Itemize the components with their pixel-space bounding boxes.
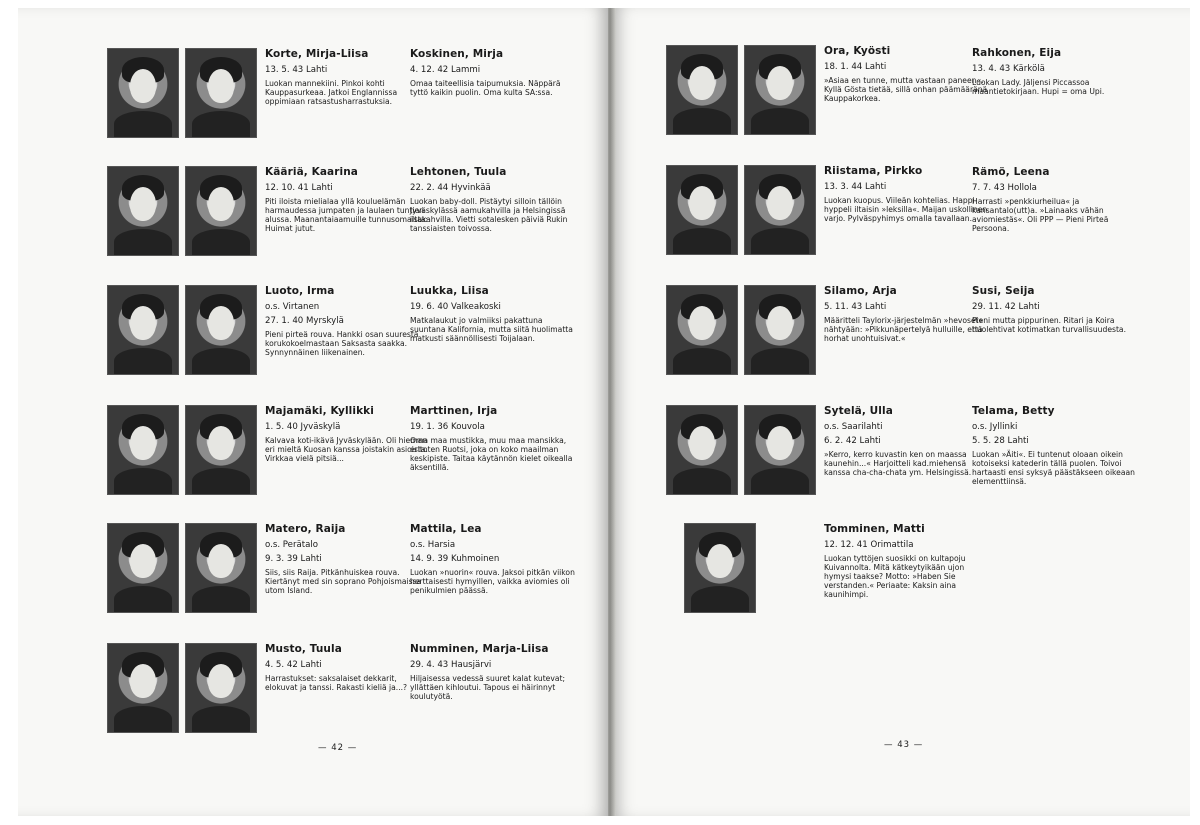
student-description: Luokan Lady. Jäljensi Piccassoa maantietokirjaan. Hupi = oma Upi. bbox=[972, 78, 1105, 96]
birth-info: 7. 7. 43 Hollola bbox=[972, 183, 1037, 193]
student-description: Harrasti »penkkiurheilua« ja kansantalo(utt)a. »Lainaaks vähän aviomiestäs«. Oli PPP — Pieni Pirteä Persoona. bbox=[972, 197, 1109, 233]
maiden-name: o.s. Jyllinki bbox=[972, 422, 1018, 432]
portrait-photo bbox=[666, 165, 738, 255]
entry-korte bbox=[107, 48, 437, 148]
birth-info: 19. 1. 36 Kouvola bbox=[410, 422, 485, 432]
entry-numminen bbox=[410, 643, 575, 701]
portrait-photo bbox=[666, 405, 738, 495]
birth-info: 5. 11. 43 Lahti bbox=[824, 302, 887, 312]
student-name: Rahkonen, Eija bbox=[972, 47, 1062, 59]
portrait-photo bbox=[744, 165, 816, 255]
maiden-name: o.s. Perätalo bbox=[265, 540, 319, 550]
portrait-photo bbox=[107, 405, 179, 495]
student-description: Luokan »nuorin« rouva. Jaksoi pitkän viikon herttaisesti hymyillen, vaikka aviomies oli penikulmien päässä. bbox=[410, 568, 575, 595]
portrait-photo bbox=[107, 643, 179, 733]
portrait-photo bbox=[185, 285, 257, 375]
student-name: Matero, Raija bbox=[265, 523, 346, 535]
entry-susi bbox=[972, 285, 1142, 334]
birth-info: 27. 1. 40 Myrskylä bbox=[265, 316, 344, 326]
entry-rahkonen bbox=[972, 47, 1142, 96]
birth-info: 12. 10. 41 Lahti bbox=[265, 183, 333, 193]
portrait-photo bbox=[666, 285, 738, 375]
student-description: Luokan »Äiti«. Ei tuntenut oloaan oikein kotoiseksi katederin tällä puolen. Toivoi hartaasti ensi syksyä päästäkseen oikeaan elementtiinsä. bbox=[972, 450, 1135, 486]
student-description: »Asiaa en tunne, mutta vastaan paneen«. Kyllä Gösta tietää, sillä onhan päämääränä Kauppakorkea. bbox=[824, 76, 988, 103]
student-name: Luukka, Liisa bbox=[410, 285, 489, 297]
student-name: Silamo, Arja bbox=[824, 285, 897, 297]
birth-info: 9. 3. 39 Lahti bbox=[265, 554, 322, 564]
student-name: Numminen, Marja-Liisa bbox=[410, 643, 549, 655]
student-name: Tomminen, Matti bbox=[824, 523, 925, 535]
portrait-photo bbox=[185, 643, 257, 733]
maiden-name: o.s. Virtanen bbox=[265, 302, 320, 312]
birth-info: 4. 12. 42 Lammi bbox=[410, 65, 481, 75]
entry-tomminen bbox=[666, 523, 996, 623]
student-description: Luokan baby-doll. Pistäytyi silloin tällöin Jyväskylässä aamukahvilla ja Helsingissä iltakahvilla. Vietti sotalesken päiviä Rukin tanssiaisten toivossa. bbox=[410, 197, 568, 233]
entry-silamo bbox=[666, 285, 996, 385]
portrait-photo bbox=[684, 523, 756, 613]
portrait-photo bbox=[185, 48, 257, 138]
student-description: Kalvava koti-ikävä Jyväskylään. Oli hieman eri mieltä Kuosan kanssa joistakin asioista. Virkkaa vielä pitsiä... bbox=[265, 436, 428, 463]
student-name: Sytelä, Ulla bbox=[824, 405, 893, 417]
entry-sytela bbox=[666, 405, 996, 505]
birth-info: 13. 3. 44 Lahti bbox=[824, 182, 887, 192]
entry-marttinen bbox=[410, 405, 575, 472]
student-name: Susi, Seija bbox=[972, 285, 1035, 297]
birth-info: 13. 5. 43 Lahti bbox=[265, 65, 328, 75]
page-number: — 42 — bbox=[318, 743, 358, 753]
student-name: Ora, Kyösti bbox=[824, 45, 891, 57]
birth-info: 18. 1. 44 Lahti bbox=[824, 62, 887, 72]
student-name: Lehtonen, Tuula bbox=[410, 166, 507, 178]
student-description: Luokan kuopus. Viileän kohtelias. Happi-hyppeli iltaisin »leksilla«. Maijan uskollinen varjo. Pylväspyhimys omalla tavallaan. bbox=[824, 196, 988, 223]
student-name: Mattila, Lea bbox=[410, 523, 482, 535]
portrait-photo bbox=[185, 405, 257, 495]
student-name: Luoto, Irma bbox=[265, 285, 335, 297]
entry-riistama bbox=[666, 165, 996, 265]
student-description: »Kerro, kerro kuvastin ken on maassa kaunehin...« Harjoitteli kad.miehensä kanssa cha-cha-chata ym. Helsingissä. bbox=[824, 450, 972, 477]
entry-ora bbox=[666, 45, 996, 145]
portrait-photo bbox=[107, 285, 179, 375]
portrait-photo bbox=[744, 285, 816, 375]
maiden-name: o.s. Saarilahti bbox=[824, 422, 883, 432]
student-name: Koskinen, Mirja bbox=[410, 48, 504, 60]
student-description: Pieni mutta pippurinen. Ritari ja Koira huolehtivat kotimatkan turvallisuudesta. bbox=[972, 316, 1126, 334]
birth-info: 6. 2. 42 Lahti bbox=[824, 436, 881, 446]
birth-info: 14. 9. 39 Kuhmoinen bbox=[410, 554, 500, 564]
student-description: Luokan mannekiini. Pinkoi kohti Kauppasurkeaa. Jatkoi Englannissa oppimiaan ratsastusharrastuksia. bbox=[265, 79, 398, 106]
student-name: Majamäki, Kyllikki bbox=[265, 405, 374, 417]
birth-info: 12. 12. 41 Orimattila bbox=[824, 540, 914, 550]
entry-koskinen bbox=[410, 48, 575, 97]
birth-info: 13. 4. 43 Kärkölä bbox=[972, 64, 1045, 74]
portrait-photo bbox=[185, 523, 257, 613]
entry-matero bbox=[107, 523, 437, 623]
birth-info: 1. 5. 40 Jyväskylä bbox=[265, 422, 341, 432]
student-description: Harrastukset: saksalaiset dekkarit, elokuvat ja tanssi. Rakasti kieliä ja...? bbox=[265, 674, 408, 692]
portrait-photo bbox=[744, 45, 816, 135]
birth-info: 22. 2. 44 Hyvinkää bbox=[410, 183, 491, 193]
student-name: Kääriä, Kaarina bbox=[265, 166, 358, 178]
portrait-photo bbox=[107, 523, 179, 613]
entry-majamaki bbox=[107, 405, 437, 505]
student-description: Omaa taiteellisia taipumuksia. Näppärä tyttö kaikin puolin. Oma kulta SA:ssa. bbox=[410, 79, 561, 97]
student-description: Hiljaisessa vedessä suuret kalat kutevat; yllättäen kihloutui. Tapous ei häirinnyt koulutyötä. bbox=[410, 674, 566, 701]
entry-luukka bbox=[410, 285, 575, 343]
maiden-name: o.s. Harsia bbox=[410, 540, 456, 550]
portrait-photo bbox=[107, 48, 179, 138]
birth-info: 19. 6. 40 Valkeakoski bbox=[410, 302, 501, 312]
birth-info: 29. 4. 43 Hausjärvi bbox=[410, 660, 492, 670]
entry-kaaria bbox=[107, 166, 437, 266]
portrait-photo bbox=[107, 166, 179, 256]
page-number: — 43 — bbox=[884, 740, 924, 750]
entry-ramo bbox=[972, 166, 1142, 233]
student-description: Pieni pirteä rouva. Hankki osan suuresta korukokoelmastaan Saksasta saakka. Synnynnäinen liikenainen. bbox=[265, 330, 419, 357]
student-name: Riistama, Pirkko bbox=[824, 165, 923, 177]
entry-musto bbox=[107, 643, 437, 743]
birth-info: 5. 5. 28 Lahti bbox=[972, 436, 1029, 446]
student-name: Telama, Betty bbox=[972, 405, 1055, 417]
student-description: Matkalaukut jo valmiiksi pakattuna suuntana Kalifornia, mutta siitä huolimatta matkusti säännöllisesti Toijalaan. bbox=[410, 316, 573, 343]
student-description: Oma maa mustikka, muu maa mansikka, eritoten Ruotsi, joka on koko maailman keskipiste. Taitaa käytännön kielet oikealla äksentillä. bbox=[410, 436, 573, 472]
student-description: Määritteli Taylorix-järjestelmän »hevoset« nähtyään: »Pikkunäpertelyä hulluille, että horhat unohtuisivat.« bbox=[824, 316, 984, 343]
entry-telama bbox=[972, 405, 1142, 486]
birth-info: 4. 5. 42 Lahti bbox=[265, 660, 322, 670]
birth-info: 29. 11. 42 Lahti bbox=[972, 302, 1040, 312]
portrait-photo bbox=[666, 45, 738, 135]
entry-lehtonen bbox=[410, 166, 575, 233]
student-name: Musto, Tuula bbox=[265, 643, 342, 655]
student-name: Rämö, Leena bbox=[972, 166, 1050, 178]
student-name: Korte, Mirja-Liisa bbox=[265, 48, 369, 60]
entry-luoto bbox=[107, 285, 437, 385]
student-description: Luokan tyttöjen suosikki on kultapoju Kuivannolta. Mitä kätkeytyikään ujon hymysi taakse? Motto: »Haben Sie verstanden.« Periaate: Kaksin aina kaunihimpi. bbox=[824, 554, 966, 599]
student-name: Marttinen, Irja bbox=[410, 405, 498, 417]
student-description: Piti iloista mielialaa yllä kouluelämän harmaudessa jumpaten ja laulaen tuntien alussa. Maanantaiaamuille tunnusomaista: Huimat jutut. bbox=[265, 197, 428, 233]
entry-mattila bbox=[410, 523, 575, 595]
portrait-photo bbox=[744, 405, 816, 495]
student-description: Siis, siis Raija. Pitkänhuiskea rouva. Kiertänyt med sin soprano Pohjoismaissa utom Island. bbox=[265, 568, 422, 595]
portrait-photo bbox=[185, 166, 257, 256]
